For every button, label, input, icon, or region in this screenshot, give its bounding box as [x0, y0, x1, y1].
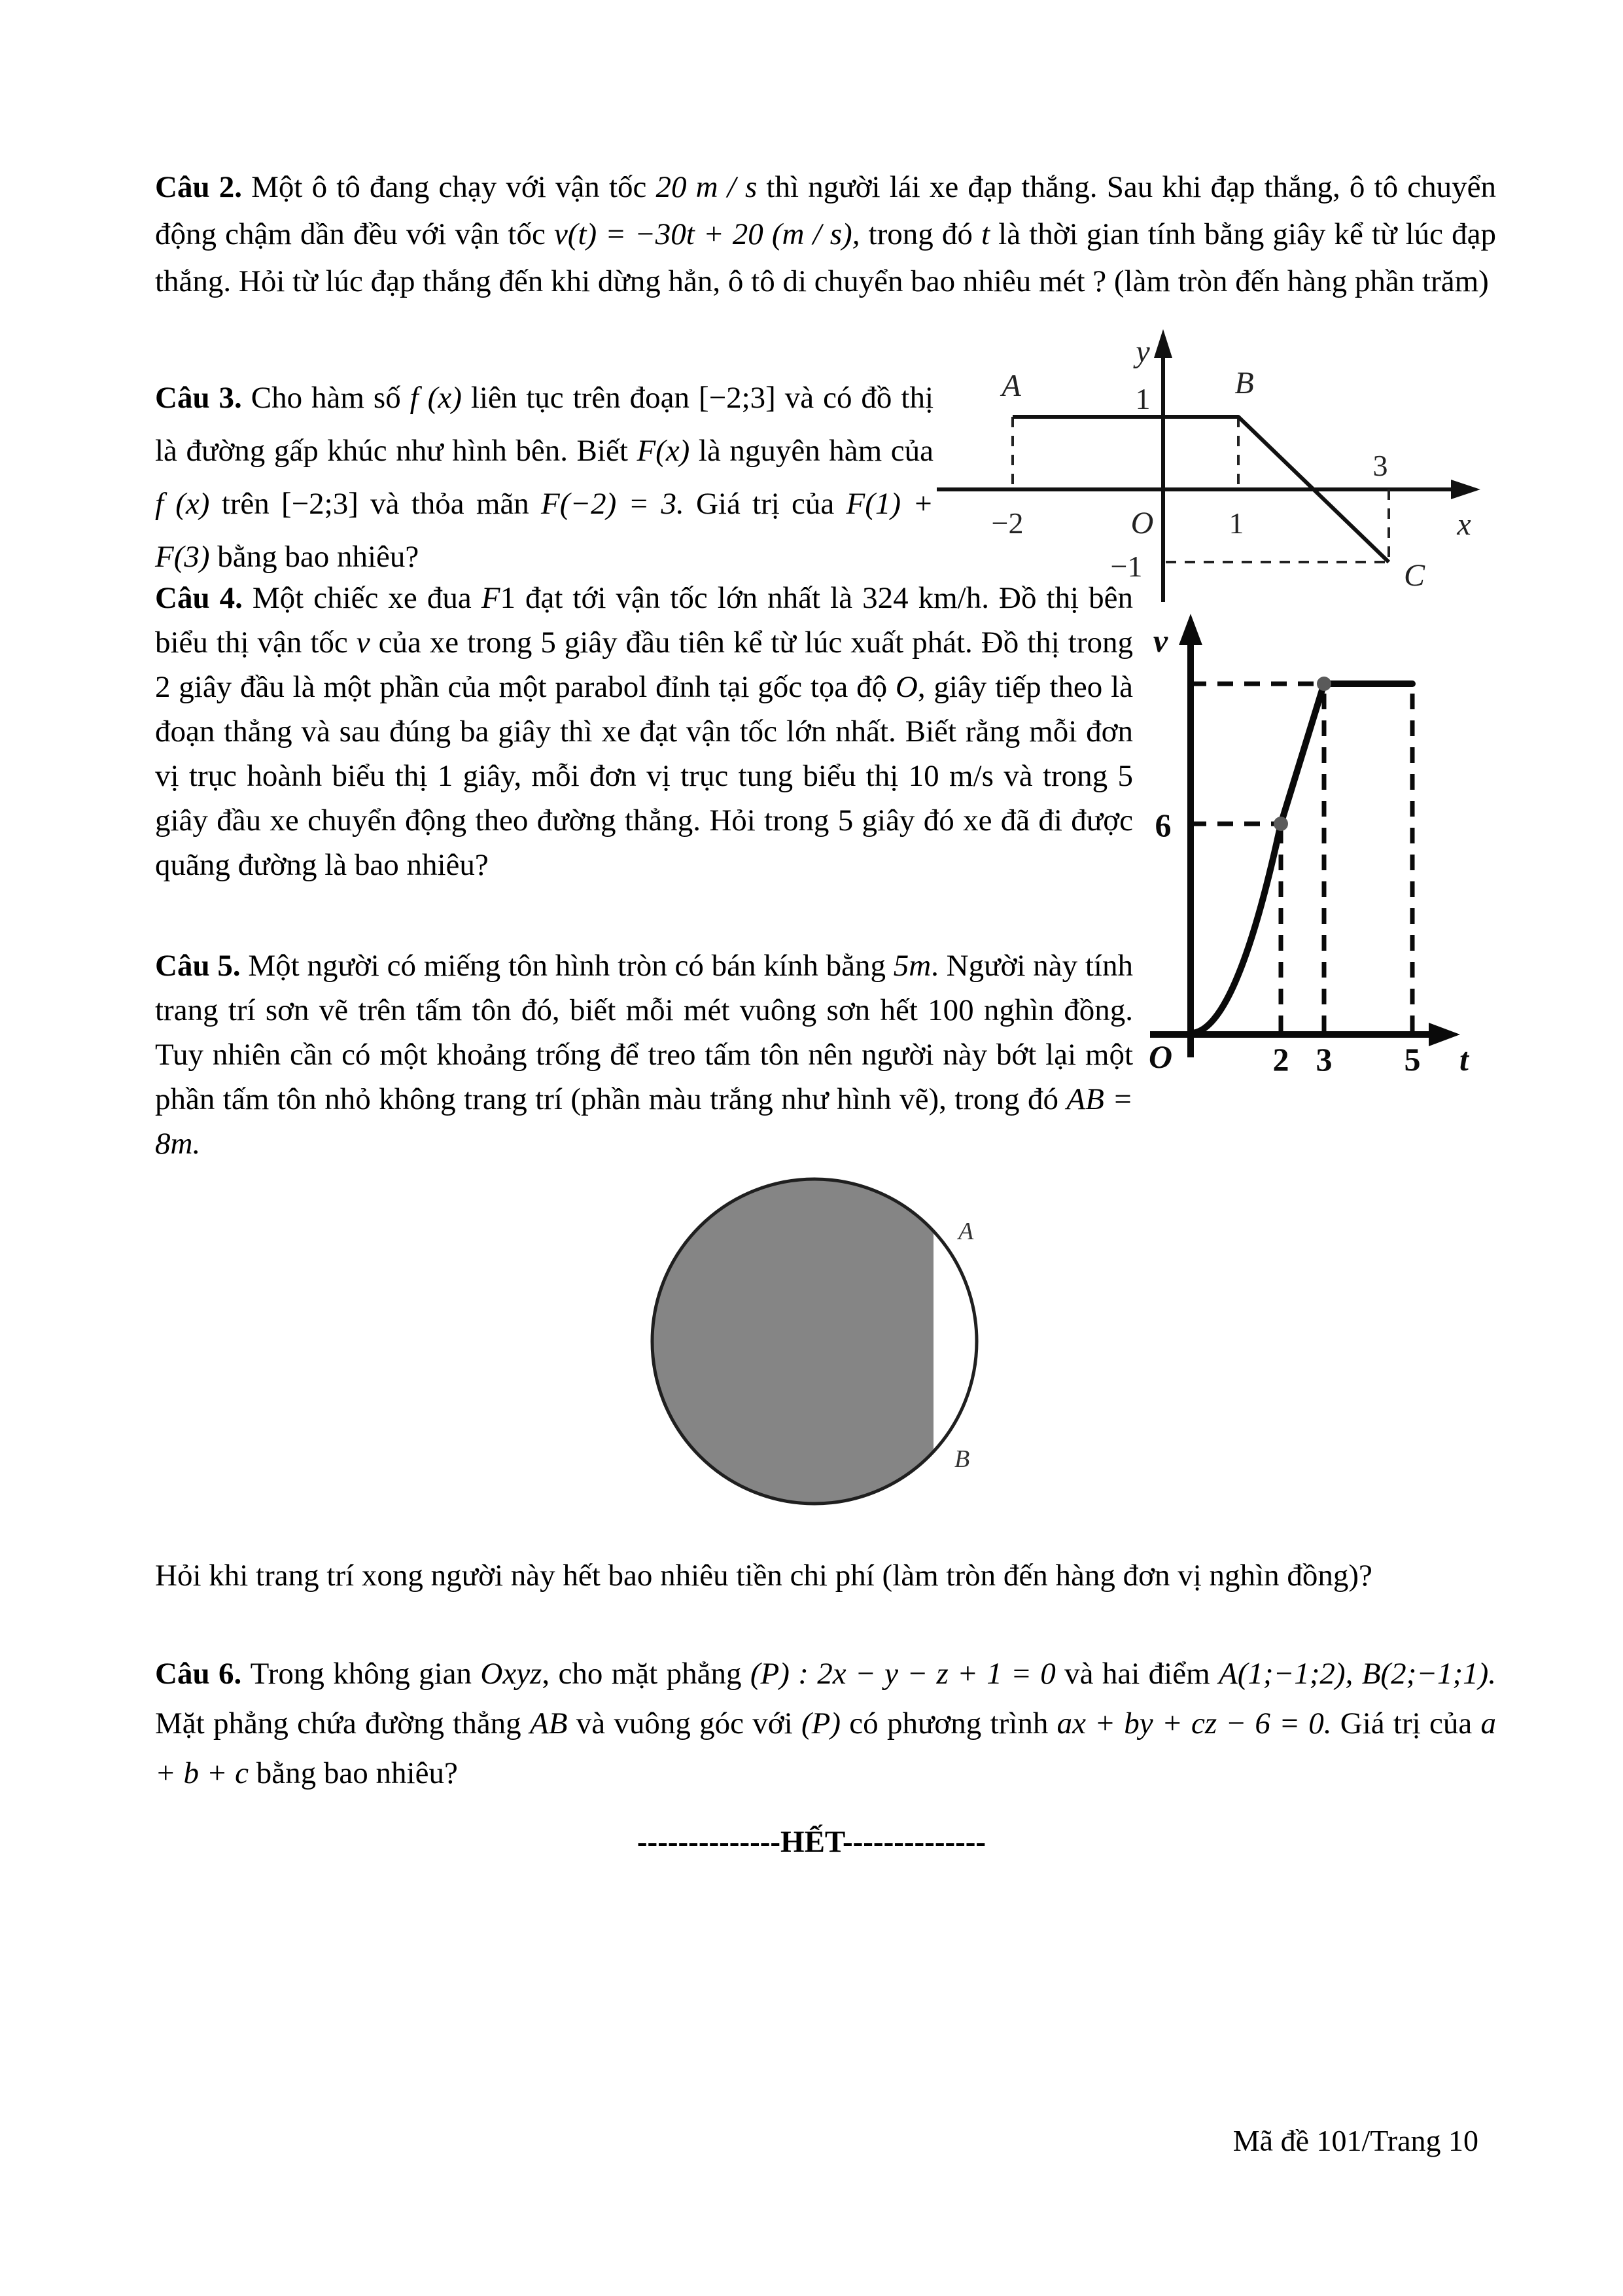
question-5-paragraph: Câu 5. Một người có miếng tôn hình tròn có bán kính bằng 5m. Người này tính trang trí sơn vẽ trên tấm tôn đó, biết mỗi mét vuông sơn hết 100 nghìn đồng. Tuy nhiên cần có một khoảng trống để treo tấm tôn nên người này bớt lại một phần tấm tôn nhỏ không trang trí (phần màu trắng như hình vẽ), trong đó AB = 8m. — [155, 949, 1133, 1161]
fx-piecewise-graph-figure — [929, 324, 1482, 602]
question-4-paragraph: Câu 4. Một chiếc xe đua F1 đạt tới vận tốc lớn nhất là 324 km/h. Đồ thị bên biểu thị vận tốc v của xe trong 5 giây đầu tiên kể từ lúc xuất phát. Đồ thị trong 2 giây đầu là một phần của một parabol đỉnh tại gốc tọa độ O, giây tiếp theo là đoạn thẳng và sau đúng ba giây thì xe đạt vận tốc lớn nhất. Biết rằng mỗi đơn vị trục hoành biểu thị 1 giây, mỗi đơn vị trục tung biểu thị 10 m/s và trong 5 giây đầu xe chuyển động theo đường thẳng. Hỏi trong 5 giây đó xe đã đi được quãng đường là bao nhiêu? — [155, 581, 1134, 882]
end-of-exam-marker: --------------HẾT-------------- — [637, 1825, 986, 1859]
vt-dot-2-6 — [1274, 817, 1288, 831]
vt-dashed-guides — [1191, 684, 1412, 1031]
x-axis-arrow-icon — [1451, 480, 1480, 499]
t-axis-arrow-icon — [1429, 1023, 1460, 1046]
fx-origin-label: O — [1130, 506, 1154, 540]
fx-point-a-label: A — [1002, 368, 1021, 403]
fx-point-c-label: C — [1403, 558, 1425, 593]
circle-segment-figure — [644, 1171, 985, 1511]
circle-point-a-label: A — [958, 1218, 974, 1245]
question-6-paragraph: Câu 6. Trong không gian Oxyz, cho mặt phẳng (P) : 2x − y − z + 1 = 0 và hai điểm A(1;−1;2), B(2;−1;1). Mặt phẳng chứa đường thẳng AB và vuông góc với (P) có phương trình ax + by + cz − 6 = 0. Giá trị của a + b + c bằng bao nhiêu? — [155, 1657, 1496, 1790]
fx-x-axis-label: x — [1457, 507, 1471, 542]
vt-t-tick-2: 2 — [1272, 1041, 1289, 1073]
velocity-time-graph-figure — [1132, 609, 1505, 1073]
fx-x-tick-neg2: −2 — [991, 506, 1024, 540]
fx-x-tick-1: 1 — [1229, 506, 1244, 540]
vt-t-axis-label: t — [1459, 1041, 1469, 1073]
vt-origin-label: O — [1148, 1038, 1173, 1073]
fx-y-axis-label: y — [1136, 334, 1150, 369]
question-5-followup-paragraph: Hỏi khi trang trí xong người này hết bao nhiêu tiền chi phí (làm tròn đến hàng đơn vị nghìn đồng)? — [155, 1559, 1372, 1593]
question-2-paragraph: Câu 2. Một ô tô đang chạy với vận tốc 20 m / s thì người lái xe đạp thắng. Sau khi đạp thắng, ô tô chuyển động chậm dần đều với vận tốc v(t) = −30t + 20 (m / s), trong đó t là thời gian tính bằng giây kể từ lúc đạp thắng. Hỏi từ lúc đạp thắng đến khi dừng hẳn, ô tô di chuyển bao nhiêu mét ? (làm tròn đến hàng phần trăm) — [155, 170, 1496, 298]
fx-x-tick-3: 3 — [1372, 449, 1388, 482]
vt-curve — [1191, 684, 1412, 1033]
fx-y-tick-neg1: −1 — [1110, 550, 1143, 583]
vt-t-tick-5: 5 — [1404, 1041, 1421, 1073]
white-segment — [934, 1231, 977, 1452]
v-axis-arrow-icon — [1179, 614, 1202, 645]
fx-y-tick-1: 1 — [1135, 382, 1151, 415]
vt-v-axis-label: v — [1153, 622, 1168, 659]
fx-point-b-label: B — [1234, 366, 1254, 400]
vt-t-tick-3: 3 — [1316, 1041, 1333, 1073]
y-axis-arrow-icon — [1154, 329, 1172, 358]
vt-dot-3-max — [1317, 677, 1331, 691]
question-3-paragraph: Câu 3. Cho hàm số f (x) liên tục trên đoạn [−2;3] và có đồ thị là đường gấp khúc như hình bên. Biết F(x) là nguyên hàm của f (x) trên [−2;3] và thỏa mãn F(−2) = 3. Giá trị của F(1) + F(3) bằng bao nhiêu? — [155, 381, 934, 574]
circle-point-b-label: B — [954, 1445, 970, 1473]
vt-v-tick-6: 6 — [1155, 807, 1172, 843]
page-footer-exam-code: Mã đề 101/Trang 10 — [1232, 2124, 1478, 2157]
